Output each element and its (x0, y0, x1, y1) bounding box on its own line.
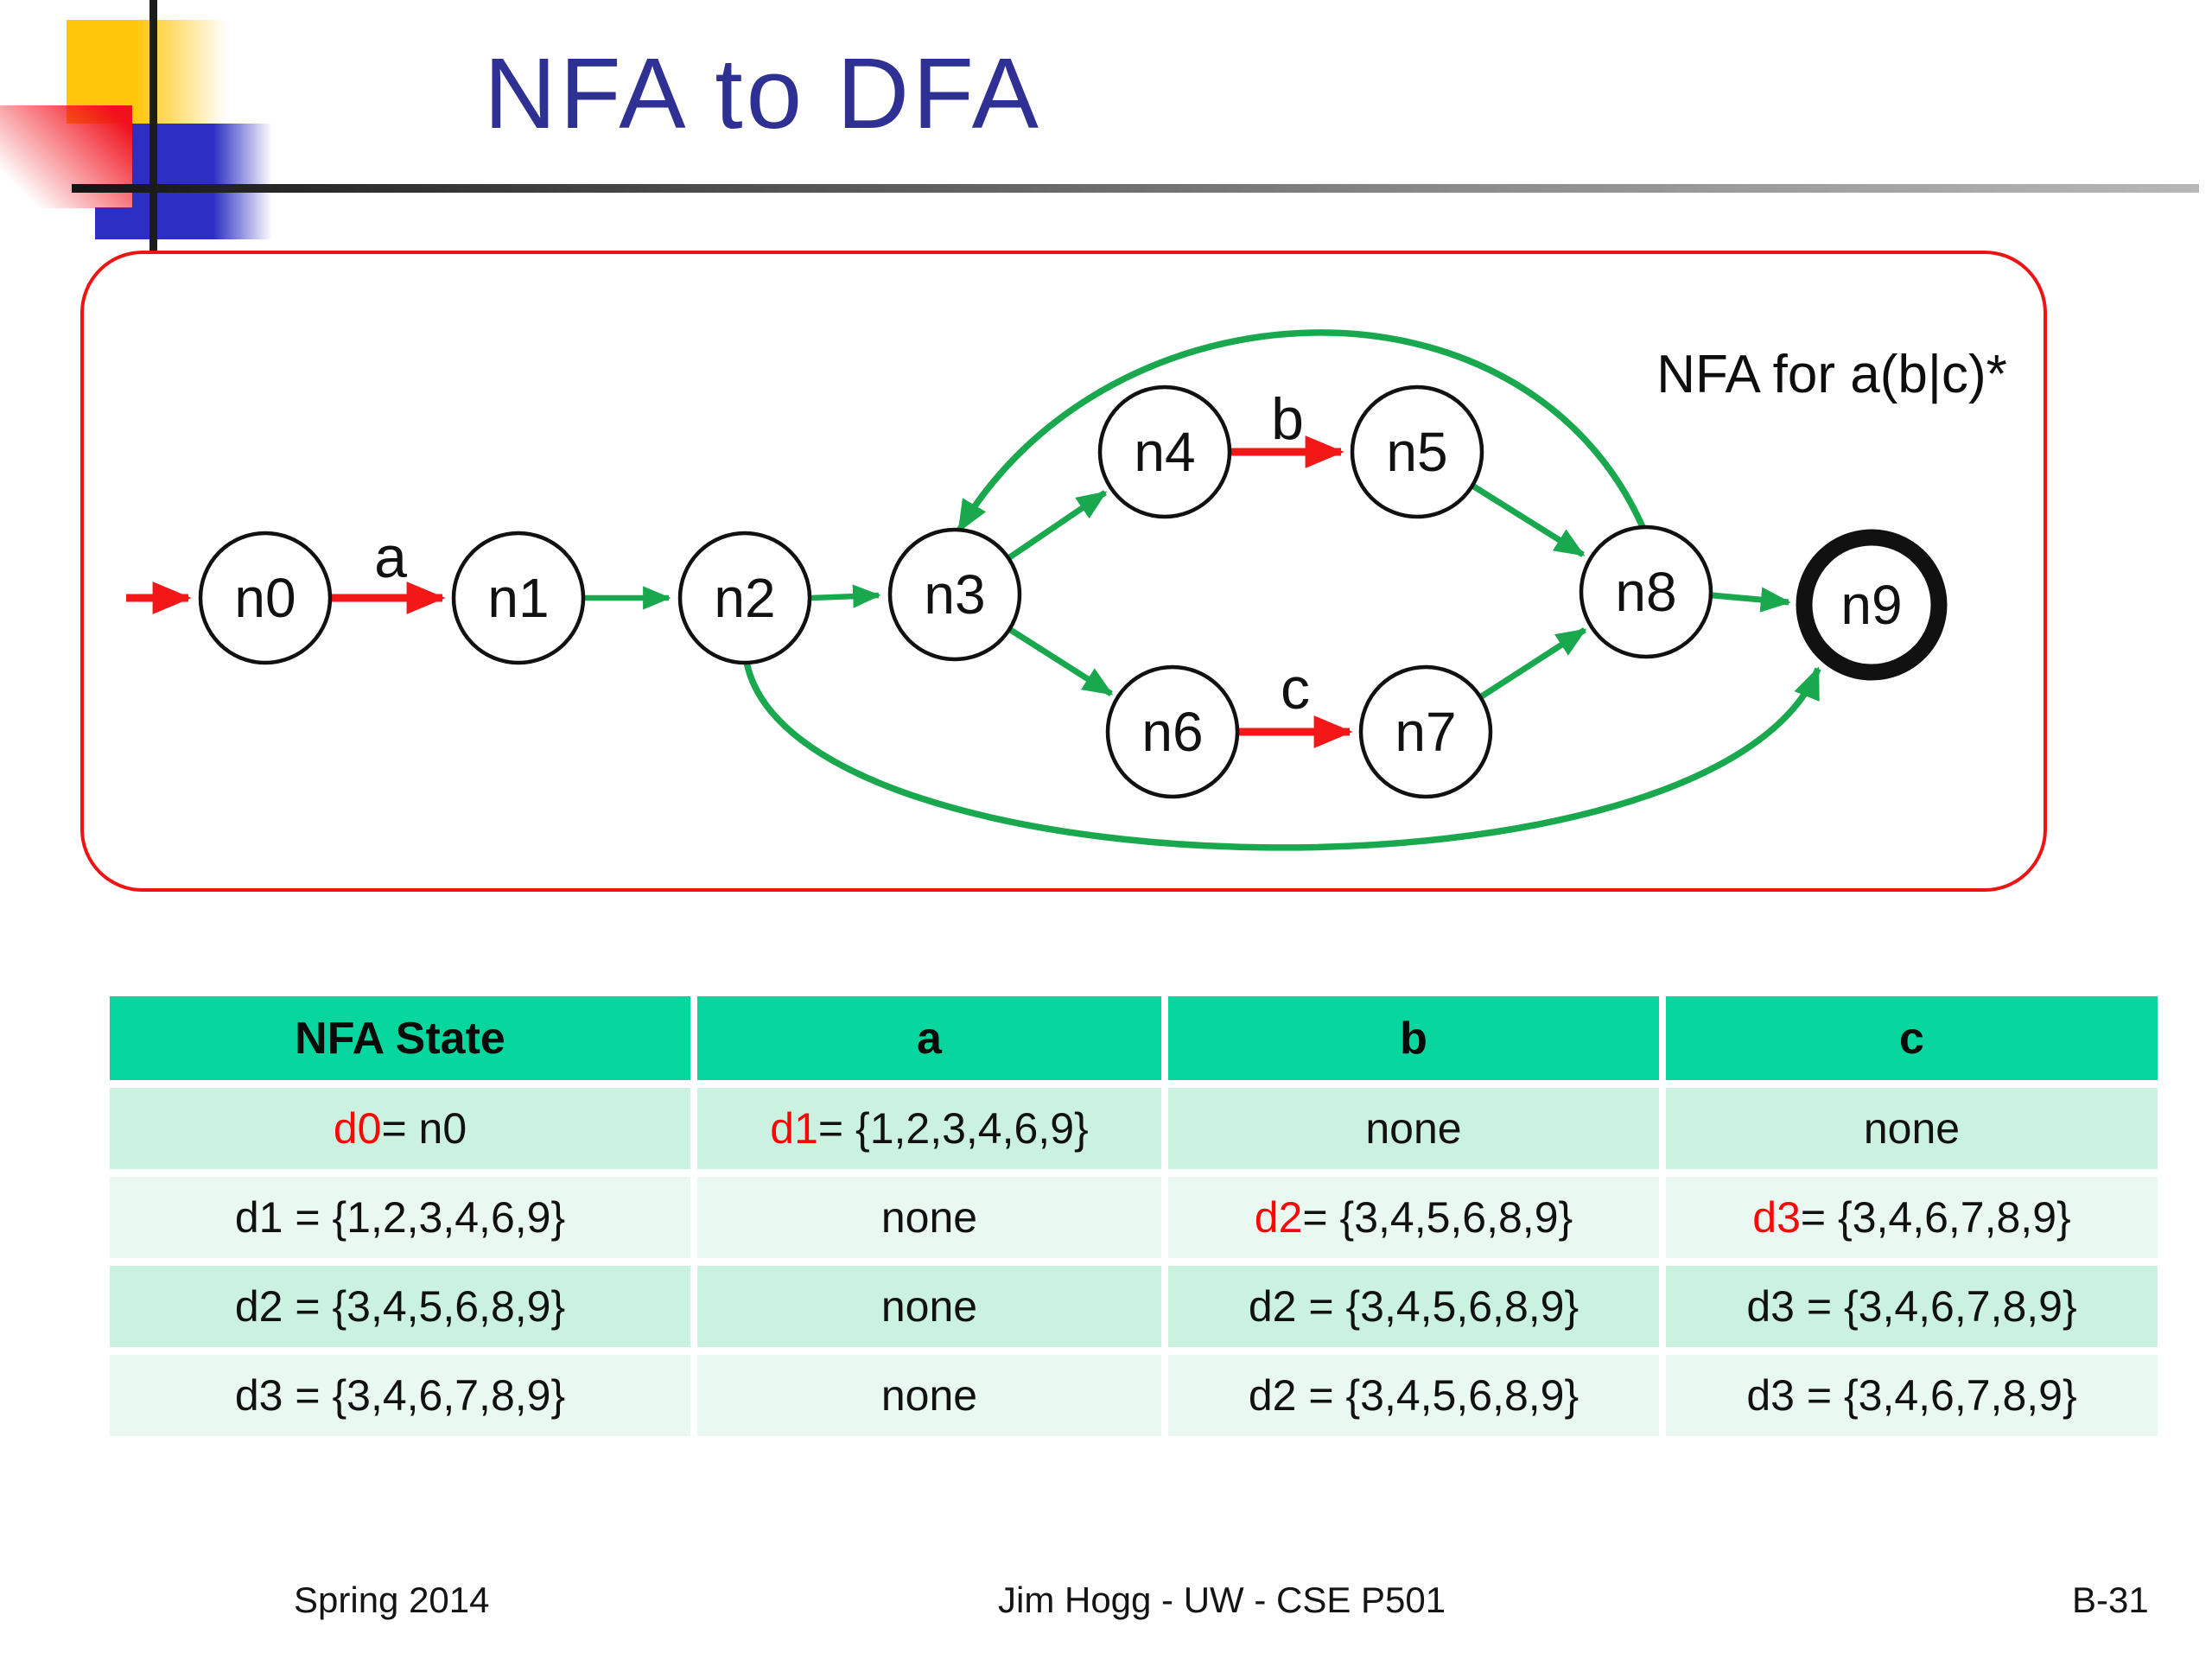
table-cell (110, 1355, 690, 1436)
edge-n8-n9 (1713, 595, 1789, 602)
page-title: NFA to DFA (484, 37, 1042, 149)
cell-text: = {3,4,6,7,8,9} (1800, 1193, 2071, 1242)
state-label-n7: n7 (1395, 701, 1457, 763)
dfa-state-red: d0 (333, 1104, 382, 1153)
dfa-state-red: d3 (1752, 1193, 1801, 1242)
edge-n5-n8 (1472, 486, 1583, 555)
table-cell (110, 1266, 690, 1347)
state-label-n5: n5 (1386, 421, 1448, 483)
table-cell (1666, 1088, 2158, 1169)
edge-label-c: c (1281, 656, 1310, 721)
col-header-nfa-state: NFA State (110, 996, 690, 1080)
table-cell (1666, 1355, 2158, 1436)
table-cell (1666, 1266, 2158, 1347)
nfa-caption: NFA for a(b|c)* (1656, 345, 2007, 404)
table-cell (1168, 1177, 1659, 1258)
cell-text: none (880, 1193, 978, 1242)
state-label-n1: n1 (487, 567, 550, 629)
footer-date: Spring 2014 (294, 1580, 490, 1620)
edge-n2-n3 (811, 595, 879, 598)
edge-n3-n4 (1008, 493, 1105, 558)
cell-text: none (880, 1371, 978, 1420)
cell-text: = n0 (381, 1104, 467, 1153)
cell-text: none (880, 1282, 978, 1331)
transition-table (110, 996, 2158, 1436)
cell-text: d2 = {3,4,5,6,8,9} (234, 1282, 566, 1331)
edge-n7-n8 (1480, 630, 1585, 697)
state-label-n3: n3 (924, 563, 986, 626)
table-cell (110, 1088, 690, 1169)
cell-text: = {3,4,5,6,8,9} (1302, 1193, 1573, 1242)
cell-text: d3 = {3,4,6,7,8,9} (1746, 1282, 2077, 1331)
table-cell (697, 1266, 1161, 1347)
col-header-b: b (1168, 996, 1659, 1080)
table-cell (697, 1355, 1161, 1436)
cell-text: none (1863, 1104, 1961, 1153)
col-header-c: c (1666, 996, 2158, 1080)
cell-text: d2 = {3,4,5,6,8,9} (1248, 1282, 1580, 1331)
table-cell (697, 1088, 1161, 1169)
cell-text: d1 = {1,2,3,4,6,9} (234, 1193, 566, 1242)
table-cell (1168, 1088, 1659, 1169)
footer-page-number: B-31 (2072, 1580, 2149, 1620)
footer-author: Jim Hogg - UW - CSE P501 (998, 1580, 1446, 1620)
table-cell (1168, 1266, 1659, 1347)
cell-text: d3 = {3,4,6,7,8,9} (234, 1371, 566, 1420)
state-label-n9: n9 (1840, 574, 1903, 636)
state-label-n2: n2 (714, 567, 776, 629)
state-label-n4: n4 (1134, 421, 1196, 483)
edge-label-b: b (1271, 386, 1304, 452)
col-header-a: a (697, 996, 1161, 1080)
table-cell (1168, 1355, 1659, 1436)
cell-text: = {1,2,3,4,6,9} (817, 1104, 1089, 1153)
table-cell (697, 1177, 1161, 1258)
cell-text: d2 = {3,4,5,6,8,9} (1248, 1371, 1580, 1420)
dfa-state-red: d2 (1254, 1193, 1303, 1242)
table-cell (110, 1177, 690, 1258)
state-label-n8: n8 (1615, 561, 1677, 623)
dfa-state-red: d1 (770, 1104, 818, 1153)
state-label-n6: n6 (1141, 701, 1204, 763)
edge-label-a: a (374, 524, 407, 590)
edge-n3-n6 (1009, 629, 1111, 694)
state-label-n0: n0 (234, 567, 296, 629)
cell-text: d3 = {3,4,6,7,8,9} (1746, 1371, 2077, 1420)
table-cell (1666, 1177, 2158, 1258)
cell-text: none (1365, 1104, 1462, 1153)
